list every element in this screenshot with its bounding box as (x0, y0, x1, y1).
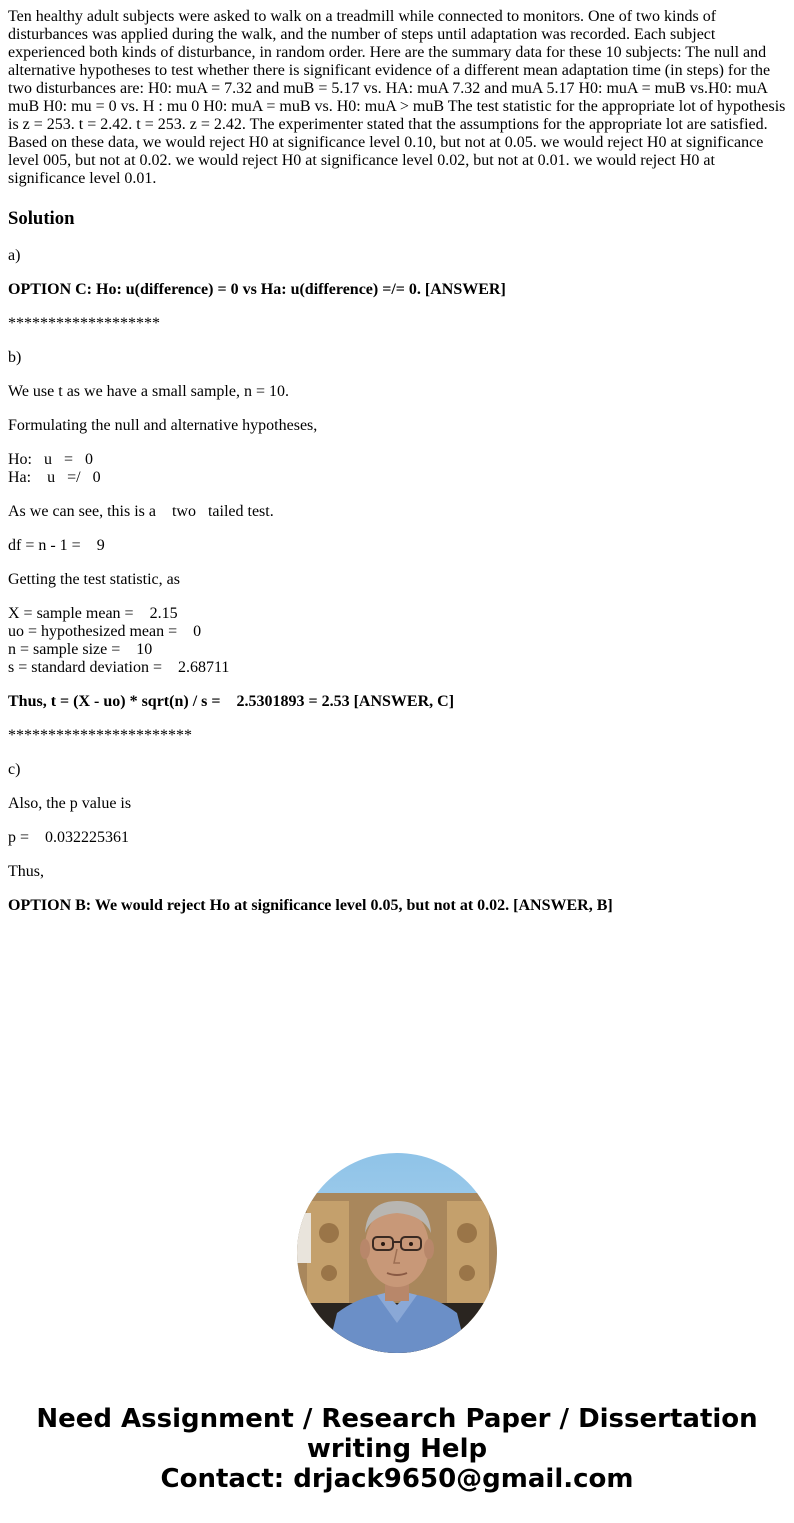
footer-contact: Contact: drjack9650@gmail.com (160, 1464, 634, 1494)
part-c-label: c) (8, 761, 21, 778)
part-a-answer: OPTION C: Ho: u(difference) = 0 vs Ha: u(difference) =/= 0. [ANSWER] (8, 281, 506, 298)
avatar-portrait-icon (297, 1153, 497, 1353)
separator-2: *********************** (8, 727, 192, 744)
part-b-formulating: Formulating the null and alternative hypotheses, (8, 417, 318, 434)
document-body (8, 8, 788, 931)
footer-line-1: Need Assignment / Research Paper / Dissertation (36, 1404, 758, 1434)
footer-line-2: writing Help (306, 1434, 488, 1464)
p-value: p = 0.032225361 (8, 829, 130, 846)
avatar (297, 1153, 497, 1353)
p-value-intro: Also, the p value is (8, 795, 132, 812)
thus-text: Thus, (8, 863, 44, 880)
question-text: Ten healthy adult subjects were asked to walk on a treadmill while connected to monitors. One of two kinds of disturbances was applied during the walk, and the number of steps until adaptation was recorded. Each subject experienced both kinds of disturbance, in random order. Here are the summary data for these 10 subjects: The null and alternative hypotheses to test whether there is significant evidence of a different mean adaptation time (in steps) for the two disturbances are: H0: muA = 7.32 and muB = 5.17 vs. HA: muA 7.32 and muA 5.17 H0: muA = muB vs.H0: muA muB H0: mu = 0 vs. H : mu 0 H0: muA = muB vs. H0: muA > muB The test statistic for the appropriate lot of hypothesis is z = 253. t = 2.42. t = 253. z = 2.42. The experimenter stated that the assumptions for the appropriate lot are satisfied. Based on these data, we would reject H0 at significance level 0.10, but not at 0.05. we would reject H0 at significance level 005, but not at 0.02. we would reject H0 at significance level 0.02, but not at 0.01. we would reject H0 at significance level 0.01. (8, 8, 786, 187)
part-a-label: a) (8, 247, 21, 264)
part-b-intro: We use t as we have a small sample, n = 10. (8, 383, 289, 400)
separator-1: ******************* (8, 315, 160, 332)
part-b-answer: Thus, t = (X - uo) * sqrt(n) / s = 2.5301893 = 2.53 [ANSWER, C] (8, 693, 455, 710)
sample-size: n = sample size = 10 (8, 641, 153, 658)
alternative-hypothesis: Ha: u =/ 0 (8, 469, 101, 486)
standard-deviation: s = standard deviation = 2.68711 (8, 659, 230, 676)
tail-statement: As we can see, this is a two tailed test. (8, 503, 274, 520)
solution-heading: Solution (8, 208, 75, 229)
null-hypothesis: Ho: u = 0 (8, 451, 94, 468)
part-c-answer: OPTION B: We would reject Ho at significance level 0.05, but not at 0.02. [ANSWER, B] (8, 897, 613, 914)
part-b-label: b) (8, 349, 22, 366)
sample-mean: X = sample mean = 2.15 (8, 605, 178, 622)
degrees-of-freedom: df = n - 1 = 9 (8, 537, 105, 554)
getting-statistic: Getting the test statistic, as (8, 571, 180, 588)
hypothesized-mean: uo = hypothesized mean = 0 (8, 623, 202, 640)
footer-banner (0, 1404, 794, 1494)
